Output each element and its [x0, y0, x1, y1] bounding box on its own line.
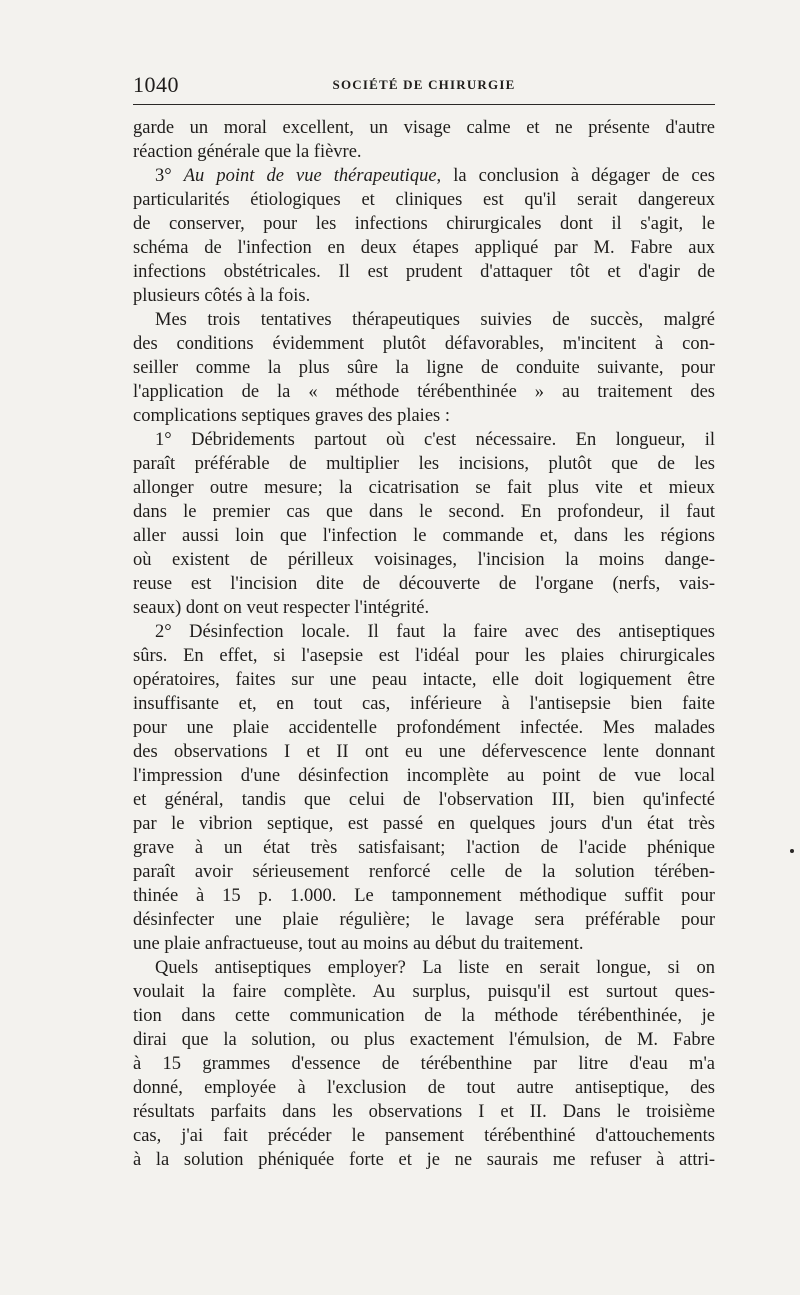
- text-line-44: à la solution phéniquée forte et je ne saurais me refuser à attri-: [133, 1150, 715, 1170]
- text-line-6: schéma de l'infection en deux étapes appliqué par M. Fabre aux: [133, 238, 715, 258]
- section-number: 3°: [155, 166, 184, 186]
- text-line-11: seiller comme la plus sûre la ligne de conduite suivante, pour: [133, 358, 715, 378]
- text-line-1: garde un moral excellent, un visage calme et ne présente d'autre: [133, 118, 715, 138]
- text-line-36: Quels antiseptiques employer? La liste en serait longue, si on: [155, 958, 715, 978]
- text-line-20: reuse est l'incision dite de découverte de l'organe (nerfs, vais-: [133, 574, 715, 594]
- text-line-41: donné, employée à l'exclusion de tout autre antiseptique, des: [133, 1078, 715, 1098]
- page-number: 1040: [133, 72, 179, 97]
- text-line-22: 2° Désinfection locale. Il faut la faire avec des antiseptiques: [155, 622, 715, 642]
- text-line-9: Mes trois tentatives thérapeutiques suivies de succès, malgré: [155, 310, 715, 330]
- text-line-4: particularités étiologiques et cliniques est qu'il serait dangereux: [133, 190, 715, 210]
- text-line-2: réaction générale que la fièvre.: [133, 142, 362, 162]
- text-line-35: une plaie anfractueuse, tout au moins au début du traitement.: [133, 934, 584, 954]
- text-line-30: par le vibrion septique, est passé en quelques jours d'un état très: [133, 814, 715, 834]
- text-line-33: thinée à 15 p. 1.000. Le tamponnement méthodique suffit pour: [133, 886, 715, 906]
- text-line-14: 1° Débridements partout où c'est nécessaire. En longueur, il: [155, 430, 715, 450]
- page-header: [133, 70, 715, 100]
- text-line-39: dirai que la solution, ou plus exactement l'émulsion, de M. Fabre: [133, 1030, 715, 1050]
- text-line-17: dans le premier cas que dans le second. En profondeur, il faut: [133, 502, 715, 522]
- text-line-13: complications septiques graves des plaies :: [133, 406, 450, 426]
- text-line-15: paraît préférable de multiplier les incisions, plutôt que de les: [133, 454, 715, 474]
- text-line-16: allonger outre mesure; la cicatrisation se fait plus vite et mieux: [133, 478, 715, 498]
- text-line-21: seaux) dont on veut respecter l'intégrité.: [133, 598, 430, 618]
- text-line-19: où existent de périlleux voisinages, l'incision la moins dange-: [133, 550, 715, 570]
- text-line-12: l'application de la « méthode térébenthinée » au traitement des: [133, 382, 715, 402]
- text-line-18: aller aussi loin que l'infection le commande et, dans les régions: [133, 526, 715, 546]
- text-line-3: [133, 164, 715, 188]
- text-line-28: l'impression d'une désinfection incomplète au point de vue local: [133, 766, 715, 786]
- text-line-31: grave à un état très satisfaisant; l'action de l'acide phénique: [133, 838, 715, 858]
- text-line-38: tion dans cette communication de la méthode térébenthinée, je: [133, 1006, 715, 1026]
- text-line-29: et général, tandis que celui de l'observation III, bien qu'infecté: [133, 790, 715, 810]
- margin-ink-spot: [790, 849, 794, 853]
- running-title: SOCIÉTÉ DE CHIRURGIE: [332, 77, 516, 92]
- text-line-32: paraît avoir sérieusement renforcé celle de la solution térében-: [133, 862, 715, 882]
- text-line-24: opératoires, faites sur une peau intacte, elle doit logiquement être: [133, 670, 715, 690]
- text-line-37: voulait la faire complète. Au surplus, puisqu'il est surtout ques-: [133, 982, 715, 1002]
- text-line-40: à 15 grammes d'essence de térébenthine par litre d'eau m'a: [133, 1054, 715, 1074]
- italic-heading: Au point de vue thérapeutique: [183, 166, 437, 186]
- text-line-7: infections obstétricales. Il est prudent d'attaquer tôt et d'agir de: [133, 262, 715, 282]
- text-line-3-rest: , la conclusion à dégager de ces: [436, 166, 715, 186]
- text-line-5: de conserver, pour les infections chirurgicales dont il s'agit, le: [133, 214, 715, 234]
- text-line-27: des observations I et II ont eu une défervescence lente donnant: [133, 742, 715, 762]
- text-line-43: cas, j'ai fait précéder le pansement térébenthiné d'attouchements: [133, 1126, 715, 1146]
- body-text: [133, 116, 715, 1172]
- text-line-8: plusieurs côtés à la fois.: [133, 286, 311, 306]
- text-line-10: des conditions évidemment plutôt défavorables, m'incitent à con-: [133, 334, 715, 354]
- text-line-42: résultats parfaits dans les observations I et II. Dans le troisième: [133, 1102, 715, 1122]
- text-line-26: pour une plaie accidentelle profondément infectée. Mes malades: [133, 718, 715, 738]
- text-line-25: insuffisante et, en tout cas, inférieure à l'antisepsie bien faite: [133, 694, 715, 714]
- text-line-23: sûrs. En effet, si l'asepsie est l'idéal pour les plaies chirurgicales: [133, 646, 715, 666]
- text-line-34: désinfecter une plaie régulière; le lavage sera préférable pour: [133, 910, 715, 930]
- header-rule: [133, 104, 715, 105]
